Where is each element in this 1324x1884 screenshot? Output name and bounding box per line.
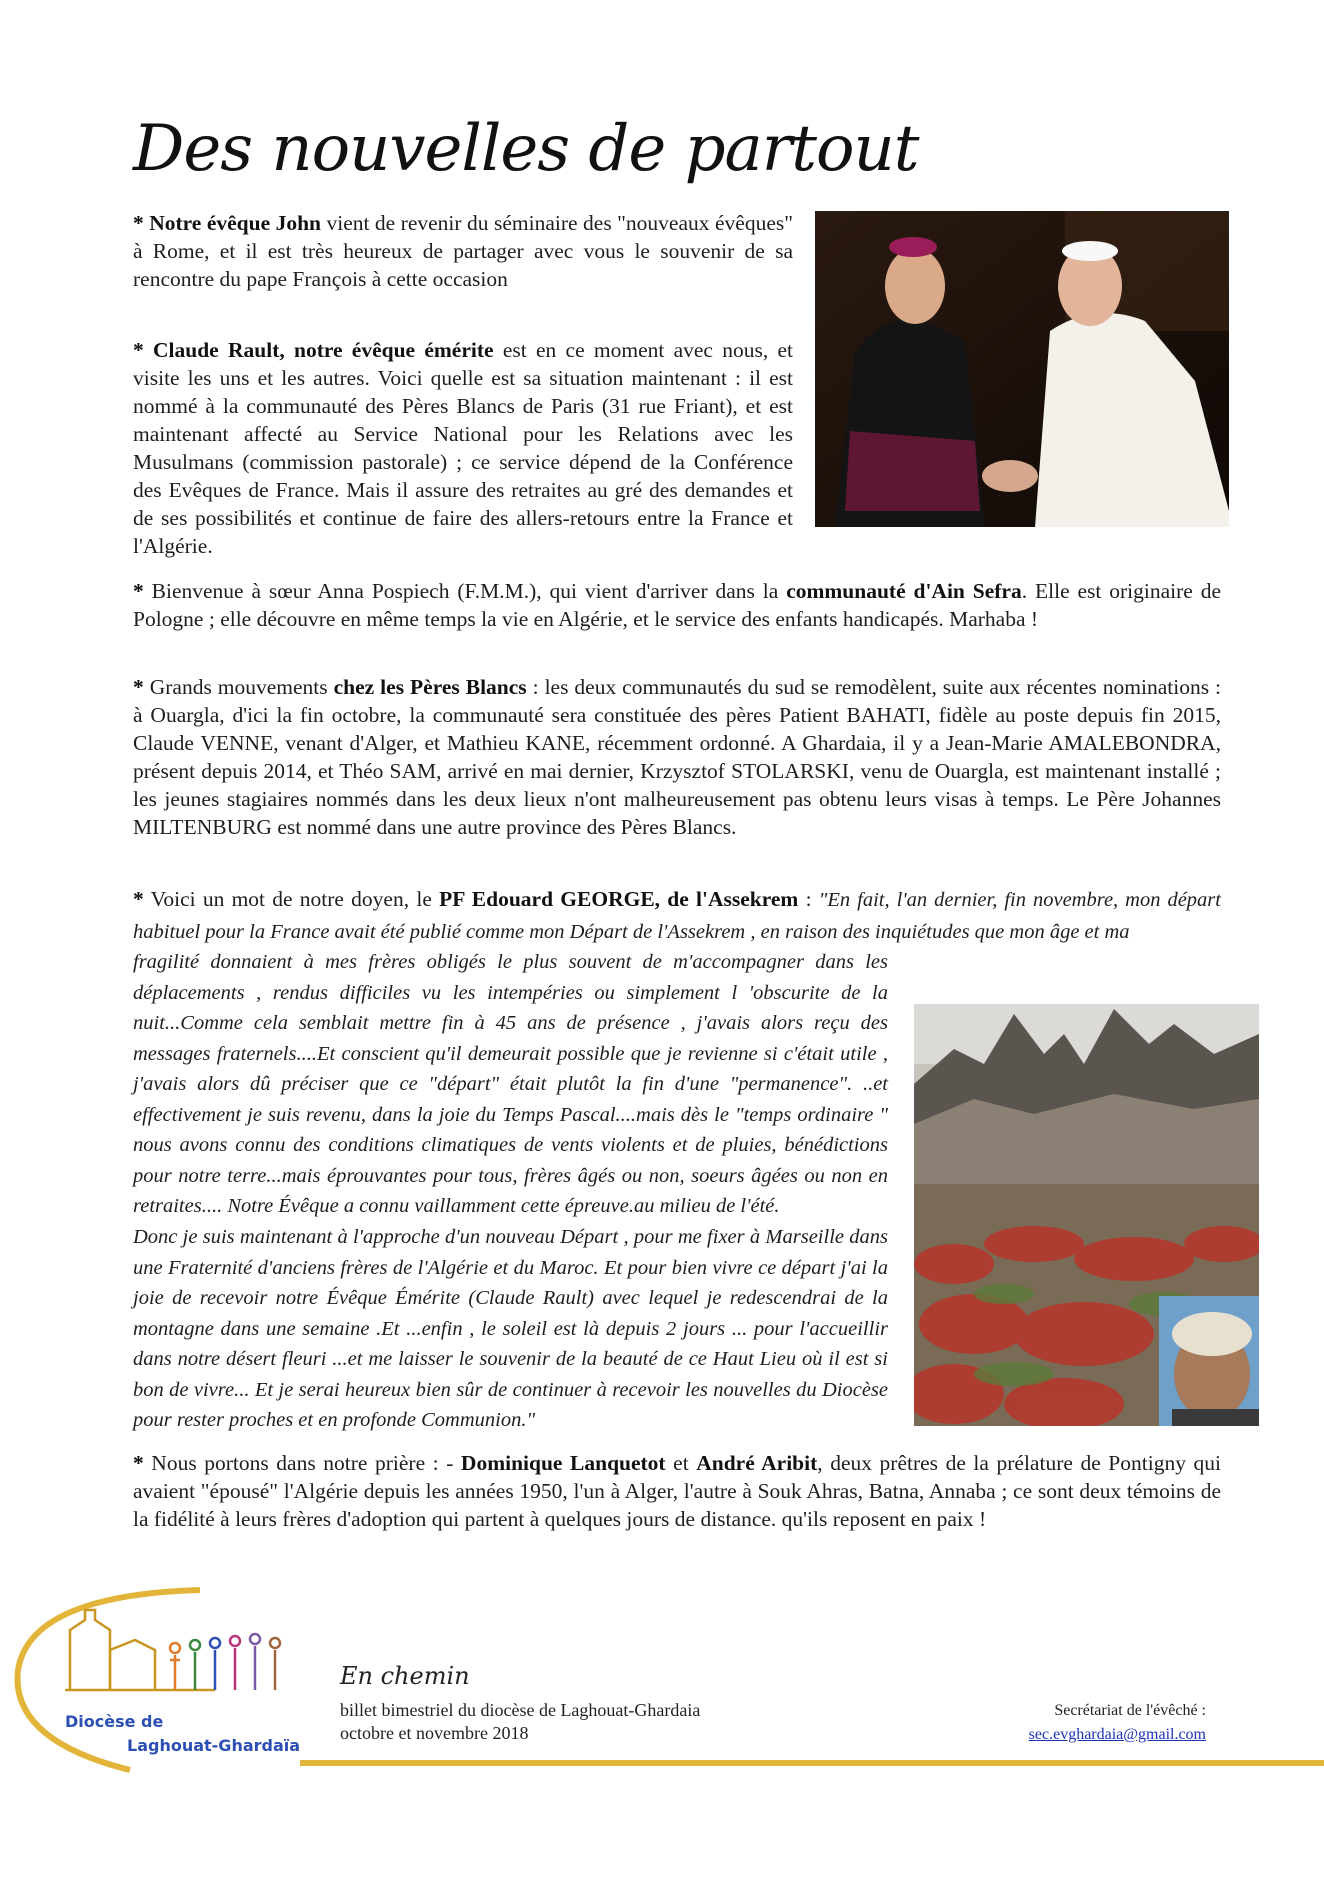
paragraph-claude-rault <box>133 336 793 560</box>
community-ain-sefra: communauté d'Ain Sefra <box>786 579 1022 603</box>
paragraph-text: . Elle est originaire de Pologne ; elle découvre en même temps la vie en Algérie, et le service des enfants handicapés. Marhaba ! <box>133 579 1221 631</box>
name-andre-aribit: André Aribit <box>696 1451 818 1475</box>
paragraph-text: , deux prêtres de la prélature de Pontigny qui avaient "épousé" l'Algérie depuis les années 1950, l'un à Alger, l'autre à Souk Ahras, Batna, Annaba ; ce sont deux témoins de la fidélité à leurs frères d'adoption qui partent à quelques jours de distance. qu'ils reposent en paix ! <box>133 1451 1221 1531</box>
quote-start: "En fait, l'an dernier, fin novembre, mon départ habituel pour la France avait été publié comme mon Départ de l'Assekrem , en raison des inquiétudes que mon âge et ma <box>133 889 1221 943</box>
paragraph-text: est en ce moment avec nous, et visite les uns et les autres. Voici quelle est sa situation maintenant : il est nommé à la communauté des Pères Blancs de Paris (31 rue Friant), et est maintenant affecté au Service National pour les Relations avec les Musulmans (commission pastorale) ; ce service dépend de la Conférence des Evêques de France. Mais il assure des retraites au gré des demandes et de ses possibilités et continue de faire des allers-retours entre la France et l'Algérie. <box>133 338 793 558</box>
page-title: Des nouvelles de partout <box>133 112 919 186</box>
paragraph-prayer <box>133 1449 1221 1533</box>
paragraph-peres-blancs <box>133 673 1221 841</box>
quote-body-continued: Donc je suis maintenant à l'approche d'un nouveau Départ , pour me fixer à Marseille dans une Fraternité d'anciens frères de l'Algérie et du Maroc. Et pour bien vivre ce départ j'ai la joie de recevoir notre Évêque Émérite (Claude Rault) avec lequel je redescendrai de la montagne dans une semaine .Et ...enfin , le soleil est là depuis 2 jours ... pour l'accueillir dans notre désert fleuri ...et me laisser le souvenir de la beauté de ce Haut Lieu où il est si bon de vivre... Et je serai heureux bien sûr de continuer à recevoir les nouvelles du Diocèse pour rester proches et en profonde Communion." <box>133 1226 888 1431</box>
paragraph-text: et <box>665 1451 697 1475</box>
quote-body: fragilité donnaient à mes frères obligés le plus souvent de m'accompagner dans les déplacements , rendus difficiles vu les intempéries ou simplement l 'obscurite de la nuit...Comme cela semblait mettre fin à 45 ans de présence , j'avais alors reçu des messages fraternels....Et conscient qu'il demeurait possible que je revienne si c'était utile , j'avais alors dû préciser que ce "départ" était plutôt la fin d'une "permanence". ..et effectivement je suis revenu, dans la joie du Temps Pascal....mais dès le "temps ordinaire " nous avons connu des conditions climatiques de vents violents et de pluies, bénédictions pour notre terre...mais éprouvantes pour tous, frères âgés ou non, soeurs âgées ou non en retraites.... Notre Évêque a connu vaillamment cette épreuve.au milieu de l'été. <box>133 951 888 1217</box>
paragraph-bishop-john <box>133 209 793 293</box>
bullet-star: * <box>133 211 144 235</box>
name-bishop-john: Notre évêque John <box>149 211 321 235</box>
newsletter-title: En chemin <box>340 1662 470 1690</box>
paragraph-text: Grands mouvements <box>143 675 334 699</box>
logo-text-line1: Diocèse de <box>65 1712 164 1731</box>
paragraph-ain-sefra <box>133 577 1221 633</box>
secretariat-email-link[interactable]: sec.evghardaia@gmail.com <box>1028 1726 1206 1743</box>
paragraph-text: : <box>798 887 819 911</box>
newsletter-subtitle: billet bimestriel du diocèse de Laghouat-Ghardaia <box>340 1700 701 1720</box>
diocese-logo <box>35 1590 325 1770</box>
photo-desert-flowers <box>914 1004 1259 1426</box>
name-dominique-lanquetot: Dominique Lanquetot <box>460 1451 666 1475</box>
paragraph-text: : les deux communautés du sud se remodèlent, suite aux récentes nominations : à Ouargla, d'ici la fin octobre, la communauté sera constituée des pères Patient BAHATI, fidèle au poste depuis fin 2015, Claude VENNE, venant d'Alger, et Mathieu KANE, récemment ordonné. A Ghardaia, il y a Jean-Marie AMALEBONDRA, présent depuis 2014, et Théo SAM, arrivé en mai dernier, Krzysztof STOLARSKI, venu de Ouargla, est maintenant installé ; les jeunes stagiaires nommés dans les deux lieux n'ont malheureusement pas obtenu leurs visas à temps. Le Père Johannes MILTENBURG est nommé dans une autre province des Pères Blancs. <box>133 675 1222 839</box>
paragraph-text: Bienvenue à sœur Anna Pospiech (F.M.M.), qui vient d'arriver dans la <box>143 579 787 603</box>
bullet-star: * <box>133 338 144 362</box>
paragraph-edouard-george <box>133 884 1221 948</box>
name-claude-rault: Claude Rault, notre évêque émérite <box>153 338 494 362</box>
newsletter-date: octobre et novembre 2018 <box>340 1723 529 1743</box>
peres-blancs-label: chez les Pères Blancs <box>333 675 527 699</box>
bullet-star: * <box>133 579 144 603</box>
paragraph-text: Nous portons dans notre prière : - <box>143 1451 461 1475</box>
paragraph-text: vient de revenir du séminaire des "nouveaux évêques" à Rome, et il est très heureux de partager avec vous le souvenir de sa rencontre du pape François à cette occasion <box>133 211 794 291</box>
secretariat-label: Secrétariat de l'évêché : <box>1054 1702 1206 1719</box>
logo-text-line2: Laghouat-Ghardaïa <box>127 1736 301 1755</box>
bullet-star: * <box>133 887 144 911</box>
paragraph-text: Voici un mot de notre doyen, le <box>143 887 440 911</box>
photo-bishop-and-pope <box>815 211 1229 527</box>
bullet-star: * <box>133 1451 144 1475</box>
name-edouard-george: PF Edouard GEORGE, de l'Assekrem <box>439 887 799 911</box>
bullet-star: * <box>133 675 144 699</box>
